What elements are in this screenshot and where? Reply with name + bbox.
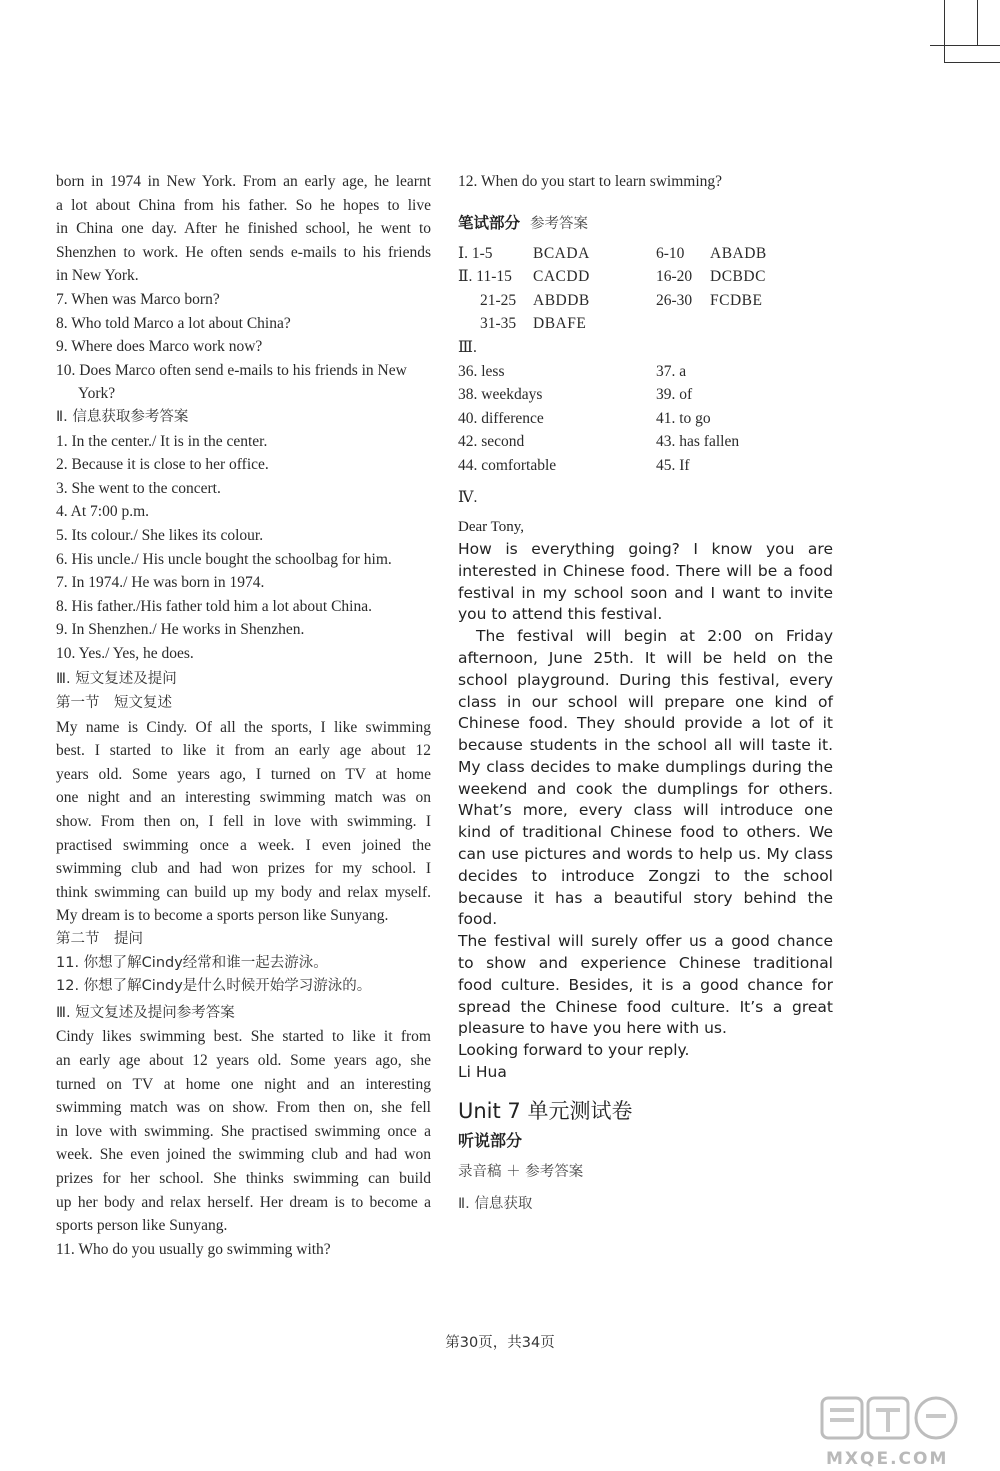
written-section-heading — [458, 211, 833, 236]
answer-item: 2. Because it is close to her office. — [56, 456, 269, 474]
section-label: Ⅳ. — [458, 488, 478, 506]
answer-item: 40. difference — [458, 409, 544, 427]
story-line: Shenzhen to work. He often sends e-mails to his friends — [56, 243, 431, 261]
question: 11. 你想了解Cindy经常和谁一起去游泳。 — [56, 954, 328, 971]
crop-mark — [944, 62, 1000, 63]
answer-item: 42. second — [458, 433, 525, 451]
passage-line: practised swimming once a week. I even joined the — [56, 836, 431, 854]
question: 12. When do you start to learn swimming? — [458, 173, 723, 190]
answer-item: 39. of — [656, 386, 693, 404]
question: 7. When was Marco born? — [56, 290, 220, 308]
section-heading: Ⅲ. 短文复述及提问 — [56, 671, 177, 688]
answer-key: DBAFE — [533, 315, 587, 333]
letter-paragraph: The festival will surely offer us a good chance to show and experience Chinese traditional food culture. Besides, it is a good chance for spread the Chinese food culture. It’s a great pleasure to have you here with us. — [458, 932, 833, 1038]
story-line: in New York. — [56, 267, 139, 285]
passage-line: best. I started to like it from an early age about 12 — [56, 742, 431, 760]
story-continuation — [56, 170, 431, 288]
question: 9. Where does Marco work now? — [56, 338, 263, 356]
answer-key: ABADB — [710, 244, 767, 262]
crop-mark — [977, 0, 978, 45]
listening-title: 听说部分 — [458, 1130, 523, 1150]
answer-key: FCDBE — [710, 291, 763, 309]
question: 11. Who do you usually go swimming with? — [56, 1240, 331, 1258]
crop-mark — [944, 0, 945, 62]
passage-line: prizes for her school. She thinks swimming can build — [56, 1169, 431, 1187]
watermark-logo — [818, 1392, 1000, 1471]
unit-title: Unit 7 单元测试卷 — [458, 1098, 633, 1123]
answer-item: 5. Its colour./ She likes its colour. — [56, 526, 264, 544]
answer-row — [458, 312, 833, 336]
letter-closing: Looking forward to your reply. — [458, 1041, 690, 1060]
fill-in-answers — [458, 360, 833, 478]
subsection-heading: 第二节 提问 — [56, 931, 143, 947]
answer-row — [458, 242, 833, 266]
answer-item: 36. less — [458, 362, 505, 380]
subsection-heading: 第一节 短文复述 — [56, 695, 172, 712]
answer-item: 4. At 7:00 p.m. — [56, 503, 150, 521]
passage-line: years old. Some years ago, I turned on TV at home — [56, 765, 431, 783]
letter-salutation: Dear Tony, — [458, 519, 525, 536]
model-letter — [458, 517, 833, 1084]
answer-item: 41. to go — [656, 409, 711, 427]
retell-passage — [56, 716, 431, 928]
written-title: 笔试部分 — [458, 213, 521, 232]
answer-item: 7. In 1974./ He was born in 1974. — [56, 574, 265, 592]
answer-item: 37. a — [656, 362, 687, 380]
answer-key: ABDDB — [533, 291, 590, 309]
answer-range: Ⅰ. 1-5 — [458, 244, 493, 262]
passage-line: swimming club and had won prizes for my school. I — [56, 860, 431, 878]
info-label: Ⅱ. 信息获取 — [458, 1195, 533, 1212]
retell-answer-passage — [56, 1025, 431, 1237]
section-heading: Ⅲ. 短文复述及提问参考答案 — [56, 1004, 235, 1021]
answer-item: 1. In the center./ It is in the center. — [56, 432, 268, 450]
letter-paragraph: The festival will begin at 2:00 on Friday afternoon, June 25th. It will be held on the school playground. During this festival, every class in our school will prepare one kind of Chinese food. They should provide a lot of it because students in the school all will taste it. My class decides to make dumplings during the weekend and cook the dumplings for others. What’s more, every class will introduce one kind of traditional Chinese food to others. We can use pictures and words to help us. My class decides to introduce Zongzi to the school because it has a beautiful story behind the food. — [458, 627, 833, 929]
story-line: in China one day. After he finished school, he went to — [56, 220, 431, 238]
answer-range: 6-10 — [656, 244, 685, 262]
passage-line: an early age about 12 years old. Some years ago, she — [56, 1051, 431, 1069]
answer-key: DCBDC — [710, 268, 766, 286]
answer-range: 16-20 — [656, 268, 693, 286]
story-line: born in 1974 in New York. From an early age, he learnt — [56, 173, 431, 190]
answer-key: CACDD — [533, 268, 590, 286]
section-label: Ⅲ. — [458, 338, 477, 356]
section-heading: Ⅱ. 信息获取参考答案 — [56, 408, 189, 425]
right-column — [458, 170, 833, 1220]
passage-line: Cindy likes swimming best. She started to like it from — [56, 1028, 431, 1046]
passage-line: show. From then on, I fell in love with swimming. I — [56, 813, 431, 831]
question: 8. Who told Marco a lot about China? — [56, 314, 291, 332]
answer-range: 21-25 — [480, 291, 517, 309]
answer-item: 45. If — [656, 456, 690, 474]
passage-line: up her body and relax herself. Her dream is to become a — [56, 1193, 431, 1211]
left-column — [56, 170, 431, 1261]
crop-mark — [930, 45, 1000, 46]
answer-row — [458, 289, 833, 313]
passage-line: swimming match was on show. From then on, she fell — [56, 1099, 431, 1117]
script-label: 录音稿 ＋ 参考答案 — [458, 1163, 584, 1180]
passage-line: sports person like Sunyang. — [56, 1217, 228, 1235]
passage-line: My name is Cindy. Of all the sports, I like swimming — [56, 718, 431, 736]
passage-line: one night and an interesting swimming match was on — [56, 789, 431, 807]
letter-signature: Li Hua — [458, 1063, 507, 1082]
answer-item: 44. comfortable — [458, 456, 557, 474]
story-line: a lot about China from his father. So he hopes to live — [56, 196, 431, 214]
answer-item: 6. His uncle./ His uncle bought the schoolbag for him. — [56, 550, 392, 568]
passage-line: turned on TV at home one night and an interesting — [56, 1075, 431, 1093]
question: 12. 你想了解Cindy是什么时候开始学习游泳的。 — [56, 978, 372, 995]
passage-line: My dream is to become a sports person like Sunyang. — [56, 907, 389, 925]
page-number: 第30页，共34页 — [445, 1335, 555, 1351]
answer-item: 43. has fallen — [656, 433, 740, 451]
written-subtitle: 参考答案 — [530, 215, 589, 232]
question: 10. Does Marco often send e-mails to his friends in New — [56, 361, 407, 379]
answer-list — [56, 430, 431, 666]
svg-text:MXQE.COM: MXQE.COM — [826, 1449, 949, 1469]
passage-line: week. She even joined the swimming club and had won — [56, 1146, 431, 1164]
passage-line: think swimming can build up my body and relax myself. — [56, 883, 431, 901]
question: York? — [78, 385, 116, 403]
answer-range: 31-35 — [480, 315, 517, 333]
answer-item: 10. Yes./ Yes, he does. — [56, 644, 194, 662]
answer-item: 38. weekdays — [458, 386, 543, 404]
answer-item: 8. His father./His father told him a lot about China. — [56, 597, 372, 615]
passage-line: in love with swimming. She practised swimming once a — [56, 1122, 431, 1140]
answer-item: 9. In Shenzhen./ He works in Shenzhen. — [56, 621, 305, 639]
answer-row — [458, 265, 833, 289]
answer-item: 3. She went to the concert. — [56, 479, 221, 497]
answer-range: 26-30 — [656, 291, 693, 309]
answer-key: BCADA — [533, 244, 590, 262]
letter-paragraph: How is everything going? I know you are interested in Chinese food. There will be a food festival in my school soon and I want to invite you to attend this festival. — [458, 539, 833, 624]
question-list — [56, 288, 431, 406]
answer-range: Ⅱ. 11-15 — [458, 268, 512, 286]
multiple-choice-answers — [458, 242, 833, 336]
